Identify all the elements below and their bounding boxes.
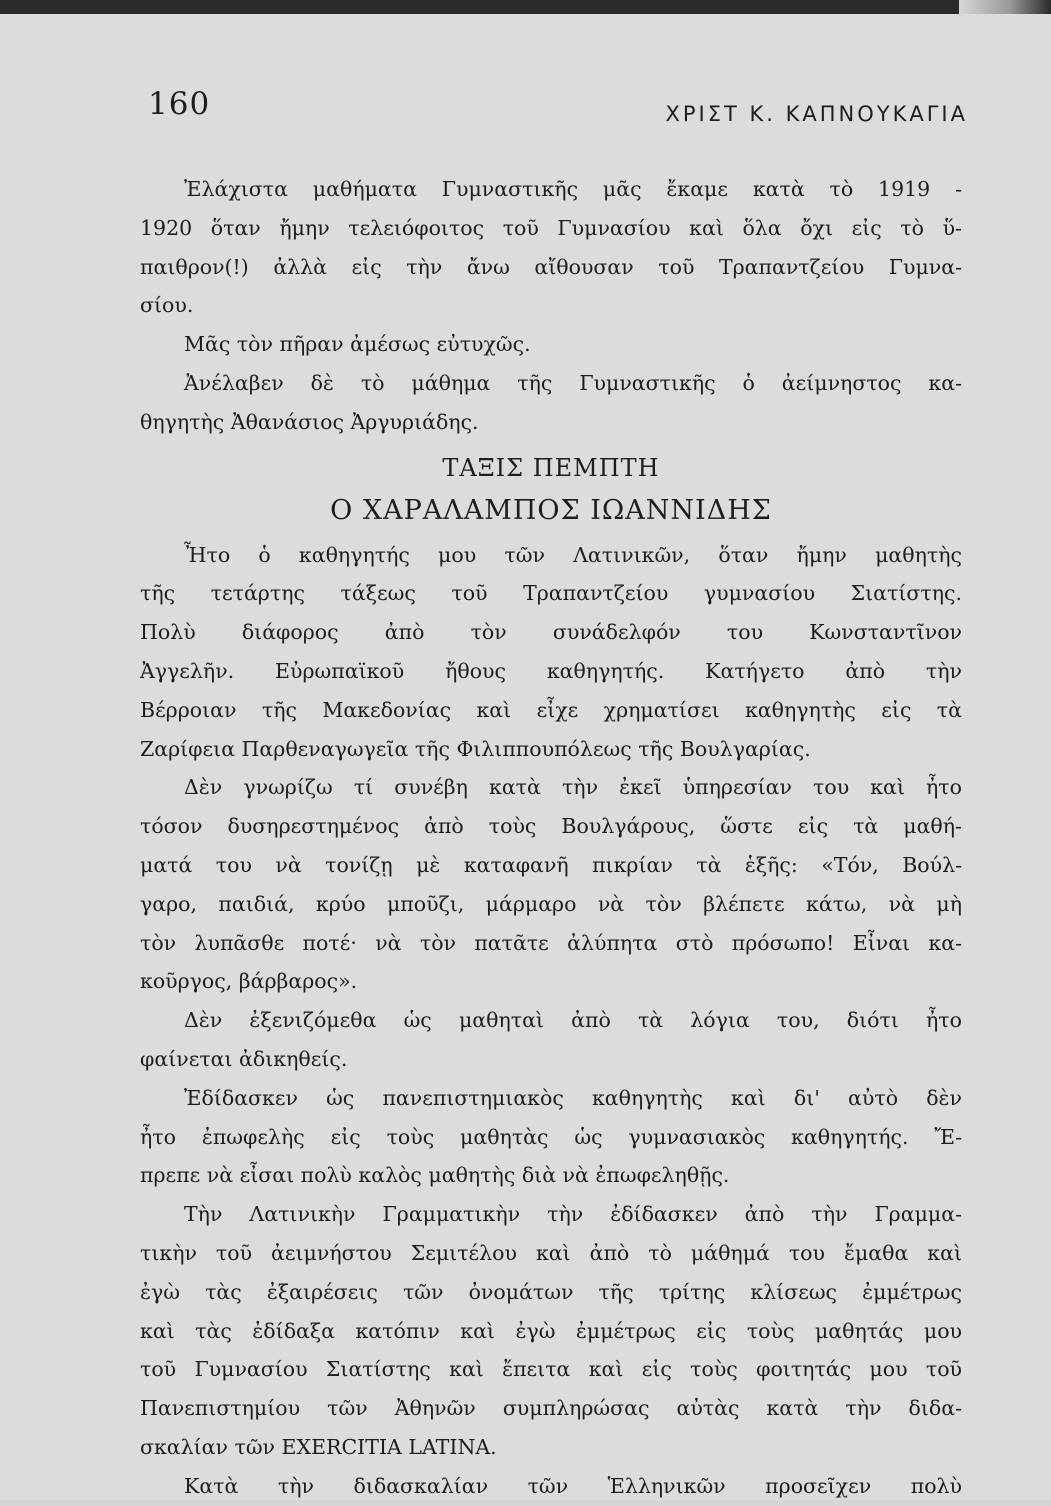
text-line: Πολὺ διάφορος ἀπὸ τὸν συνάδελφόν του Κωνσταντῖνον [140, 620, 962, 645]
text-line: Τὴν Λατινικὴν Γραμματικὴν τὴν ἐδίδασκεν ἀπὸ τὴν Γραμμα- [184, 1202, 962, 1227]
text-line: 1920 ὅταν ἤμην τελειόφοιτος τοῦ Γυμνασίου καὶ ὅλα ὄχι εἰς τὸ ὕ- [140, 215, 962, 240]
text-line: Ἀνέλαβεν δὲ τὸ μάθημα τῆς Γυμναστικῆς ὁ ἀείμνηστος κα- [184, 370, 962, 395]
text-line: τοῦ Γυμνασίου Σιατίστης καὶ ἔπειτα καὶ εἰς τοὺς φοιτητάς μου τοῦ [140, 1357, 962, 1382]
text-line: τόσον δυσηρεστημένος ἀπὸ τοὺς Βουλγάρους, ὥστε εἰς τὰ μαθή- [140, 814, 962, 839]
text-line: σκαλίαν τῶν EXERCITIA LATINA. [140, 1434, 497, 1459]
text-line: Βέρροιαν τῆς Μακεδονίας καὶ εἶχε χρηματίσει καθηγητὴς εἰς τὰ [140, 697, 962, 722]
text-line: τὸν λυπᾶσθε ποτέ· νὰ τὸν πατᾶτε ἀλύπητα στὸ πρόσωπο! Εἶναι κα- [140, 930, 962, 955]
text-line: τικὴν τοῦ ἀειμνήστου Σεμιτέλου καὶ ἀπὸ τὸ μάθημά του ἔμαθα καὶ [140, 1240, 962, 1265]
text-line: ματά του νὰ τονίζῃ μὲ καταφανῆ πικρίαν τὰ ἑξῆς: «Τόν, Βούλ- [140, 852, 962, 877]
paragraph-4 [140, 536, 962, 769]
text-line: καὶ τὰς ἐδίδαξα κατόπιν καὶ ἐγὼ ἐμμέτρως εἰς τοὺς μαθητάς μου [140, 1318, 962, 1343]
section-subheading: Ο ΧΑΡΑΛΑΜΠΟΣ ΙΩΑΝΝΙΔΗΣ [330, 494, 772, 526]
text-line: φαίνεται ἀδικηθείς. [140, 1046, 348, 1071]
text-line: κοῦργος, βάρβαρος». [140, 969, 358, 994]
text-line: Δὲν γνωρίζω τί συνέβη κατὰ τὴν ἐκεῖ ὑπηρεσίαν του καὶ ἦτο [184, 775, 962, 800]
text-line: Ἦτο ὁ καθηγητής μου τῶν Λατινικῶν, ὅταν ἤμην μαθητὴς [184, 542, 962, 567]
text-line: ἦτο ἐπωφελὴς εἰς τοὺς μαθητὰς ὡς γυμνασιακὸς καθηγητής. Ἔ- [140, 1124, 962, 1149]
section-heading: ΤΑΞΙΣ ΠΕΜΠΤΗ [442, 453, 660, 482]
page-header [148, 86, 968, 136]
text-line: σίου. [140, 293, 194, 318]
text-line: πρεπε νὰ εἶσαι πολὺ καλὸς μαθητὴς διὰ νὰ ἐπωφεληθῇς. [140, 1163, 730, 1188]
text-line: Δὲν ἐξενιζόμεθα ὡς μαθηταὶ ἀπὸ τὰ λόγια του, διότι ἦτο [184, 1008, 962, 1033]
text-line: Ζαρίφεια Παρθεναγωγεῖα τῆς Φιλιππουπόλεως τῆς Βουλγαρίας. [140, 736, 811, 761]
paragraph-3 [140, 364, 962, 442]
paragraph-7 [140, 1079, 962, 1195]
scan-top-border [0, 0, 1051, 14]
text-line: Μᾶς τὸν πῆραν ἀμέσως εὐτυχῶς. [184, 332, 531, 357]
paragraph-5 [140, 768, 962, 1001]
page-number: 160 [148, 86, 211, 122]
running-head: ΧΡΙΣΤ Κ. ΚΑΠΝΟΥΚΑΓΙΑ [665, 102, 968, 126]
paragraph-2 [140, 325, 962, 364]
text-line: ἐγὼ τὰς ἐξαιρέσεις τῶν ὀνομάτων τῆς τρίτης κλίσεως ἐμμέτρως [140, 1279, 962, 1304]
text-line: Ἐλάχιστα μαθήματα Γυμναστικῆς μᾶς ἔκαμε κατὰ τὸ 1919 - [184, 177, 962, 201]
paragraph-6 [140, 1001, 962, 1079]
text-line: παιθρον(!) ἀλλὰ εἰς τὴν ἄνω αἴθουσαν τοῦ Τραπαντζείου Γυμνα- [140, 254, 962, 279]
body-text [140, 170, 962, 1506]
text-line: τῆς τετάρτης τάξεως τοῦ Τραπαντζείου γυμνασίου Σιατίστης. [140, 581, 962, 606]
text-line: Κατὰ τὴν διδασκαλίαν τῶν Ἑλληνικῶν προσεῖχεν πολὺ [184, 1473, 962, 1498]
paragraph-1 [140, 170, 962, 325]
text-line: θηγητὴς Ἀθανάσιος Ἀργυριάδης. [140, 409, 479, 434]
paragraph-8 [140, 1195, 962, 1467]
text-line: Ἐδίδασκεν ὡς πανεπιστημιακὸς καθηγητὴς καὶ δι' αὐτὸ δὲν [184, 1085, 962, 1110]
text-line: Ἀγγελῆν. Εὐρωπαϊκοῦ ἤθους καθηγητής. Κατήγετο ἀπὸ τὴν [140, 658, 962, 683]
text-line: γαρο, παιδιά, κρύο μποῦζι, μάρμαρο νὰ τὸν βλέπετε κάτω, νὰ μὴ [140, 891, 962, 916]
text-line: Πανεπιστημίου τῶν Ἀθηνῶν συμπληρώσας αὐτὰς κατὰ τὴν διδα- [140, 1396, 962, 1421]
